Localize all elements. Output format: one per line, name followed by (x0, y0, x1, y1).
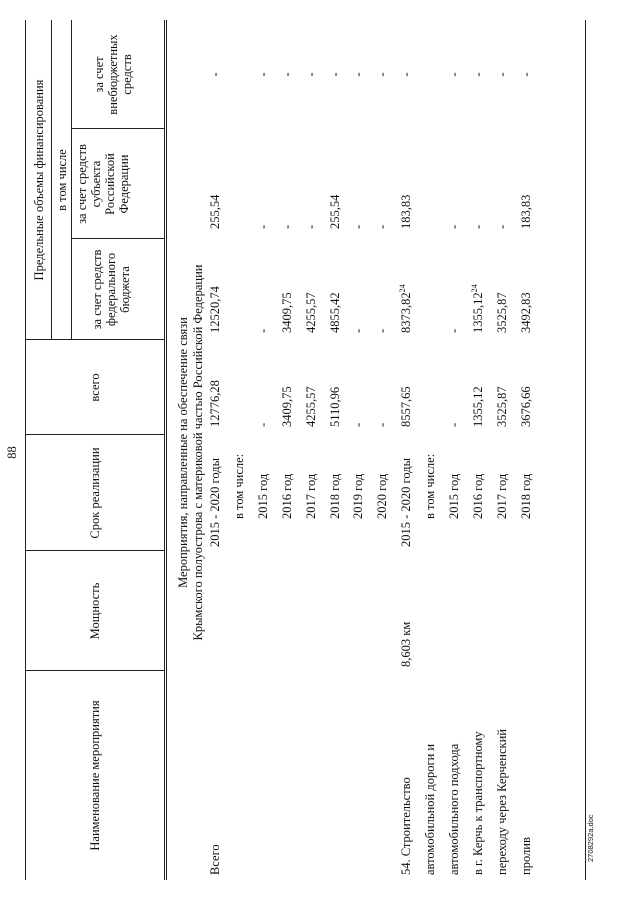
cell-period: 2017 год (303, 473, 318, 519)
cell-regional: 183,83 (399, 194, 414, 229)
header-bottom-border-double (166, 20, 167, 880)
cell-regional: 183,83 (518, 194, 533, 229)
section-title-line1: Мероприятия, направленные на обеспечение связи (176, 317, 190, 588)
cell-name: 54. Строительство (399, 777, 414, 875)
cell-period: 2019 год (351, 473, 366, 519)
cell-federal: - (375, 328, 390, 333)
cell-federal: - (255, 328, 270, 333)
header-including: в том числе (55, 149, 69, 211)
cell-period: 2017 год (494, 473, 509, 519)
cell-extra: - (255, 72, 270, 77)
cell-extra: - (375, 72, 390, 77)
cell-period: 2015 год (447, 473, 461, 519)
funding-header-divider (51, 20, 52, 340)
cell-extra: - (518, 72, 533, 77)
cell-federal: - (447, 328, 461, 333)
header-total: всего (88, 373, 102, 402)
cell-regional: 255,54 (327, 194, 342, 229)
header-regional: за счет средств субъекта Российской Федерации (75, 144, 131, 224)
cell-total: - (375, 422, 390, 427)
cell-period: в том числе: (423, 453, 438, 519)
header-funding: Предельные объемы финансирования (32, 79, 46, 281)
cell-total: 12776,28 (208, 380, 222, 427)
cell-extra: - (351, 72, 366, 77)
cell-regional: - (255, 224, 270, 229)
cell-regional: - (375, 224, 390, 229)
cell-total: 3525,87 (494, 386, 509, 427)
page-number: 88 (5, 446, 19, 459)
cell-name: в г. Керчь к транспортному (470, 731, 485, 875)
cell-regional: - (351, 224, 366, 229)
cell-total: - (447, 422, 461, 427)
cell-federal: 4855,42 (327, 292, 342, 333)
cell-capacity: 8,603 км (399, 621, 414, 667)
cell-extra: - (399, 72, 414, 77)
header-extrabudget: за счет внебюджетных средств (92, 34, 134, 115)
cell-federal: - (351, 328, 366, 333)
cell-total: 1355,12 (470, 386, 485, 427)
cell-regional: - (447, 224, 461, 229)
cell-regional: 255,54 (208, 194, 222, 229)
cell-federal: 1355,12$^{24}$ (469, 284, 485, 333)
cell-period: 2016 год (470, 473, 485, 519)
cell-extra: - (447, 72, 461, 77)
cell-total: 3676,66 (518, 386, 533, 427)
cell-period: в том числе: (231, 453, 246, 519)
cell-period: 2015 - 2020 годы (399, 457, 414, 547)
cell-total: 5110,96 (327, 386, 342, 427)
cell-federal: 12520,74 (208, 286, 222, 333)
cell-regional: - (279, 224, 294, 229)
cell-federal: 4255,57 (303, 292, 318, 333)
document-filename: 2708292а.doc (586, 814, 595, 862)
cell-extra: - (327, 72, 342, 77)
cell-regional: - (303, 224, 318, 229)
cell-period: 2018 год (327, 473, 342, 519)
header-capacity: Мощность (88, 582, 102, 640)
cell-extra: - (494, 72, 509, 77)
cell-federal: 3492,83 (518, 292, 533, 333)
cell-period: 2015 - 2020 годы (208, 457, 222, 547)
cell-name: Всего (208, 844, 222, 875)
cell-federal: 8373,82$^{24}$ (398, 284, 414, 333)
cell-name: автомобильного подхода (447, 743, 461, 875)
cell-period: 2016 год (279, 473, 294, 519)
cell-name: автомобильной дороги и (423, 743, 438, 875)
header-name: Наименование мероприятия (88, 700, 102, 851)
footnote-marker: 24 (469, 284, 479, 293)
cell-extra: - (208, 72, 222, 77)
cell-period: 2018 год (518, 473, 533, 519)
header-bottom-border (164, 20, 165, 880)
cell-total: - (255, 422, 270, 427)
header-federal: за счет средств федерального бюджета (90, 249, 132, 330)
cell-regional: - (494, 224, 509, 229)
cell-total: 4255,57 (303, 386, 318, 427)
including-divider (71, 20, 72, 340)
cell-total: 3409,75 (279, 386, 294, 427)
table-bottom-border (585, 20, 586, 880)
cell-period: 2020 год (375, 473, 390, 519)
cell-federal: 3525,87 (494, 292, 509, 333)
footnote-marker: 24 (398, 284, 408, 293)
table-top-border (25, 20, 26, 880)
cell-extra: - (303, 72, 318, 77)
cell-period: 2015 год (255, 473, 270, 519)
header-period: Срок реализации (88, 447, 102, 539)
cell-regional: - (470, 224, 485, 229)
cell-name: переходу через Керченский (494, 729, 509, 875)
cell-extra: - (279, 72, 294, 77)
cell-name: пролив (518, 837, 533, 875)
section-title-line2: Крымского полуострова с материковой частью Российской Федерации (191, 264, 205, 641)
cell-extra: - (470, 72, 485, 77)
cell-total: 8557,65 (399, 386, 414, 427)
cell-federal: 3409,75 (279, 292, 294, 333)
cell-total: - (351, 422, 366, 427)
